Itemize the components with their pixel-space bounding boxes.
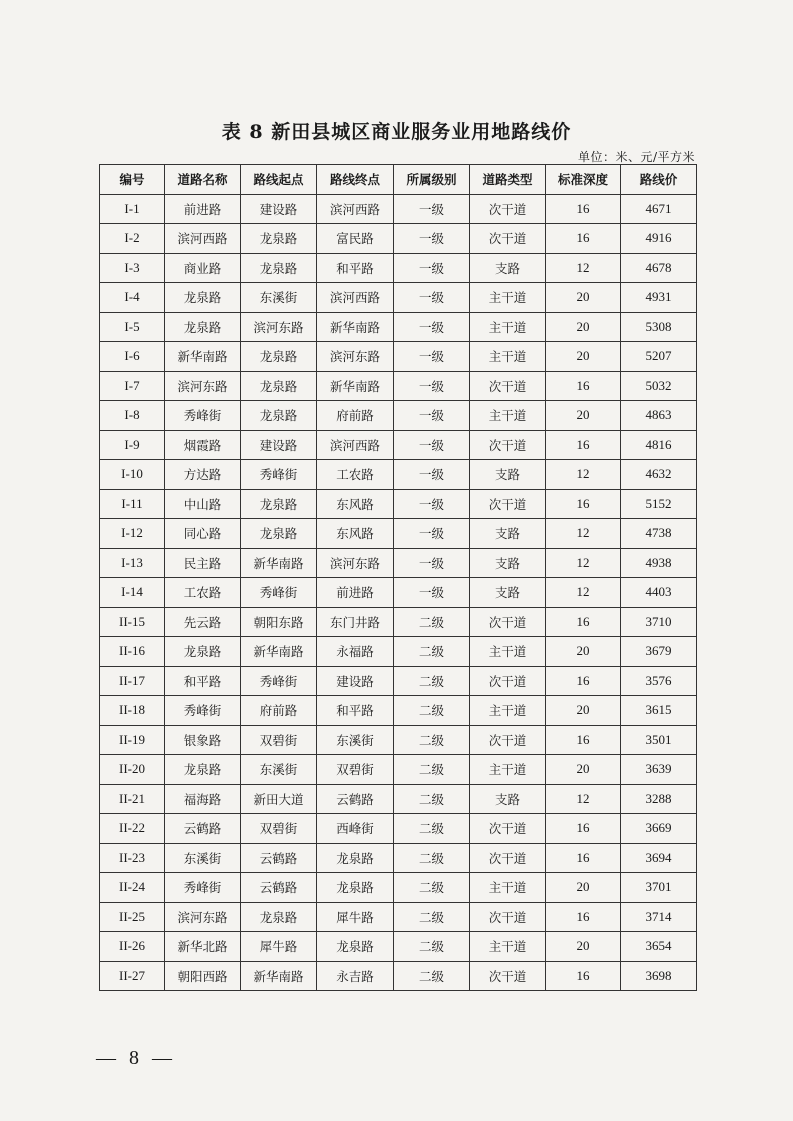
cell-id: II-21 [100,784,165,814]
cell-end: 滨河西路 [317,194,394,224]
cell-road-type: 主干道 [470,696,546,726]
cell-level: 一级 [394,489,470,519]
col-header-price: 路线价 [621,165,697,195]
cell-road-type: 次干道 [470,814,546,844]
cell-depth: 16 [546,224,621,254]
cell-level: 二级 [394,666,470,696]
cell-start: 新华南路 [241,961,317,991]
table-row [100,755,697,785]
cell-end: 滨河东路 [317,342,394,372]
cell-id: I-7 [100,371,165,401]
table-body [100,194,697,991]
cell-id: II-19 [100,725,165,755]
cell-start: 龙泉路 [241,224,317,254]
cell-road-type: 主干道 [470,637,546,667]
cell-price: 4403 [621,578,697,608]
cell-id: II-23 [100,843,165,873]
table-row [100,696,697,726]
cell-road-name: 龙泉路 [165,312,241,342]
cell-start: 秀峰街 [241,578,317,608]
col-header-end: 路线终点 [317,165,394,195]
table-row [100,814,697,844]
cell-end: 永福路 [317,637,394,667]
cell-depth: 20 [546,401,621,431]
table-row [100,873,697,903]
cell-road-name: 烟霞路 [165,430,241,460]
table-row [100,784,697,814]
cell-id: I-4 [100,283,165,313]
table-row [100,637,697,667]
cell-start: 新华南路 [241,548,317,578]
cell-road-type: 次干道 [470,224,546,254]
cell-end: 和平路 [317,253,394,283]
page-number: — 8 — [96,1047,176,1069]
cell-end: 东溪街 [317,725,394,755]
cell-end: 滨河东路 [317,548,394,578]
cell-level: 一级 [394,401,470,431]
cell-price: 3714 [621,902,697,932]
cell-depth: 12 [546,519,621,549]
cell-price: 4863 [621,401,697,431]
cell-depth: 16 [546,666,621,696]
table-row [100,843,697,873]
cell-id: I-3 [100,253,165,283]
cell-road-name: 朝阳西路 [165,961,241,991]
cell-price: 3698 [621,961,697,991]
cell-depth: 16 [546,194,621,224]
cell-road-name: 福海路 [165,784,241,814]
cell-road-name: 银象路 [165,725,241,755]
table-row [100,283,697,313]
cell-road-type: 次干道 [470,902,546,932]
cell-road-type: 次干道 [470,489,546,519]
cell-start: 双碧街 [241,725,317,755]
cell-depth: 16 [546,607,621,637]
col-header-depth: 标准深度 [546,165,621,195]
cell-end: 和平路 [317,696,394,726]
cell-id: II-22 [100,814,165,844]
route-price-table [99,164,697,991]
cell-end: 滨河西路 [317,430,394,460]
cell-road-type: 次干道 [470,371,546,401]
cell-price: 4916 [621,224,697,254]
cell-start: 东溪街 [241,755,317,785]
cell-depth: 16 [546,843,621,873]
table-row [100,489,697,519]
cell-level: 一级 [394,371,470,401]
table-row [100,224,697,254]
cell-road-type: 主干道 [470,312,546,342]
cell-road-name: 方达路 [165,460,241,490]
cell-depth: 12 [546,784,621,814]
col-header-road-type: 道路类型 [470,165,546,195]
cell-start: 双碧街 [241,814,317,844]
cell-level: 二级 [394,843,470,873]
cell-id: I-6 [100,342,165,372]
col-header-road-name: 道路名称 [165,165,241,195]
cell-start: 云鹤路 [241,873,317,903]
cell-level: 一级 [394,578,470,608]
cell-end: 永吉路 [317,961,394,991]
cell-road-type: 次干道 [470,666,546,696]
cell-depth: 20 [546,312,621,342]
cell-start: 建设路 [241,194,317,224]
cell-end: 新华南路 [317,312,394,342]
cell-start: 东溪街 [241,283,317,313]
cell-level: 二级 [394,932,470,962]
cell-price: 3710 [621,607,697,637]
table-row [100,725,697,755]
cell-end: 新华南路 [317,371,394,401]
cell-depth: 16 [546,902,621,932]
cell-road-name: 民主路 [165,548,241,578]
cell-id: II-26 [100,932,165,962]
cell-road-type: 支路 [470,784,546,814]
cell-id: II-25 [100,902,165,932]
cell-road-type: 支路 [470,253,546,283]
cell-level: 一级 [394,430,470,460]
cell-depth: 16 [546,489,621,519]
cell-depth: 12 [546,460,621,490]
cell-start: 云鹤路 [241,843,317,873]
cell-level: 一级 [394,194,470,224]
cell-road-type: 次干道 [470,961,546,991]
cell-level: 二级 [394,814,470,844]
cell-road-name: 商业路 [165,253,241,283]
cell-price: 3639 [621,755,697,785]
table-row [100,578,697,608]
cell-end: 富民路 [317,224,394,254]
cell-depth: 20 [546,932,621,962]
cell-road-name: 前进路 [165,194,241,224]
cell-end: 东风路 [317,519,394,549]
cell-road-type: 支路 [470,548,546,578]
cell-level: 一级 [394,224,470,254]
cell-road-type: 次干道 [470,843,546,873]
cell-road-type: 主干道 [470,755,546,785]
cell-road-type: 主干道 [470,932,546,962]
cell-price: 3694 [621,843,697,873]
cell-depth: 20 [546,637,621,667]
cell-start: 新田大道 [241,784,317,814]
cell-price: 3501 [621,725,697,755]
cell-price: 3288 [621,784,697,814]
cell-depth: 16 [546,430,621,460]
cell-level: 二级 [394,637,470,667]
cell-id: I-5 [100,312,165,342]
cell-end: 前进路 [317,578,394,608]
cell-level: 一级 [394,342,470,372]
unit-note: 单位：米、元/平方米 [577,150,695,164]
cell-road-name: 龙泉路 [165,283,241,313]
cell-end: 双碧街 [317,755,394,785]
cell-start: 龙泉路 [241,253,317,283]
cell-price: 4678 [621,253,697,283]
table-header-row [100,165,697,195]
cell-price: 4931 [621,283,697,313]
table-row [100,460,697,490]
cell-id: I-9 [100,430,165,460]
cell-road-name: 和平路 [165,666,241,696]
cell-road-type: 次干道 [470,725,546,755]
cell-id: II-17 [100,666,165,696]
cell-road-name: 滨河东路 [165,902,241,932]
cell-road-name: 龙泉路 [165,637,241,667]
col-header-id: 编号 [100,165,165,195]
cell-end: 滨河西路 [317,283,394,313]
cell-road-name: 滨河东路 [165,371,241,401]
table-row [100,548,697,578]
table-row [100,342,697,372]
cell-end: 府前路 [317,401,394,431]
cell-start: 朝阳东路 [241,607,317,637]
cell-road-type: 主干道 [470,283,546,313]
cell-price: 4938 [621,548,697,578]
cell-level: 二级 [394,725,470,755]
cell-road-name: 中山路 [165,489,241,519]
cell-id: II-27 [100,961,165,991]
cell-road-name: 云鹤路 [165,814,241,844]
cell-road-name: 工农路 [165,578,241,608]
cell-id: I-8 [100,401,165,431]
cell-road-name: 秀峰街 [165,401,241,431]
cell-id: I-13 [100,548,165,578]
cell-level: 二级 [394,696,470,726]
cell-price: 3679 [621,637,697,667]
table-row [100,932,697,962]
cell-price: 4738 [621,519,697,549]
table-row [100,519,697,549]
cell-road-name: 秀峰街 [165,696,241,726]
cell-start: 龙泉路 [241,519,317,549]
cell-id: I-1 [100,194,165,224]
cell-price: 4632 [621,460,697,490]
cell-level: 一级 [394,283,470,313]
cell-start: 龙泉路 [241,371,317,401]
cell-road-type: 支路 [470,519,546,549]
cell-id: I-10 [100,460,165,490]
cell-depth: 12 [546,578,621,608]
cell-level: 二级 [394,873,470,903]
table-row [100,253,697,283]
cell-level: 二级 [394,961,470,991]
cell-road-type: 支路 [470,460,546,490]
cell-road-type: 主干道 [470,342,546,372]
cell-end: 龙泉路 [317,873,394,903]
cell-price: 3615 [621,696,697,726]
cell-id: II-24 [100,873,165,903]
cell-price: 3701 [621,873,697,903]
cell-end: 云鹤路 [317,784,394,814]
cell-end: 西峰街 [317,814,394,844]
cell-start: 龙泉路 [241,902,317,932]
cell-level: 一级 [394,312,470,342]
cell-end: 工农路 [317,460,394,490]
cell-depth: 20 [546,283,621,313]
cell-id: I-11 [100,489,165,519]
table-row [100,401,697,431]
cell-price: 5152 [621,489,697,519]
cell-road-name: 新华南路 [165,342,241,372]
cell-road-name: 秀峰街 [165,873,241,903]
cell-level: 二级 [394,902,470,932]
cell-start: 秀峰街 [241,666,317,696]
cell-road-type: 主干道 [470,401,546,431]
cell-price: 5032 [621,371,697,401]
cell-depth: 20 [546,755,621,785]
cell-road-type: 主干道 [470,873,546,903]
cell-end: 东门井路 [317,607,394,637]
table-row [100,666,697,696]
cell-depth: 16 [546,961,621,991]
cell-price: 5207 [621,342,697,372]
cell-road-type: 次干道 [470,430,546,460]
cell-end: 犀牛路 [317,902,394,932]
cell-level: 一级 [394,548,470,578]
cell-end: 东风路 [317,489,394,519]
cell-end: 建设路 [317,666,394,696]
cell-price: 5308 [621,312,697,342]
cell-depth: 16 [546,725,621,755]
cell-id: II-15 [100,607,165,637]
cell-level: 一级 [394,460,470,490]
cell-id: II-18 [100,696,165,726]
cell-road-type: 次干道 [470,607,546,637]
cell-depth: 16 [546,814,621,844]
cell-road-name: 同心路 [165,519,241,549]
cell-price: 4671 [621,194,697,224]
cell-road-name: 滨河西路 [165,224,241,254]
cell-depth: 12 [546,548,621,578]
cell-depth: 20 [546,342,621,372]
cell-depth: 16 [546,371,621,401]
cell-start: 犀牛路 [241,932,317,962]
cell-start: 府前路 [241,696,317,726]
cell-id: II-20 [100,755,165,785]
cell-road-name: 新华北路 [165,932,241,962]
cell-id: I-2 [100,224,165,254]
table-row [100,607,697,637]
cell-level: 二级 [394,607,470,637]
cell-road-name: 龙泉路 [165,755,241,785]
cell-price: 3669 [621,814,697,844]
table-row [100,312,697,342]
cell-level: 一级 [394,519,470,549]
col-header-level: 所属级别 [394,165,470,195]
cell-start: 滨河东路 [241,312,317,342]
col-header-start: 路线起点 [241,165,317,195]
cell-id: I-14 [100,578,165,608]
cell-price: 3576 [621,666,697,696]
cell-level: 二级 [394,784,470,814]
table-row [100,371,697,401]
cell-depth: 12 [546,253,621,283]
page-title: 表 8 新田县城区商业服务业用地路线价 [221,121,572,143]
cell-price: 4816 [621,430,697,460]
cell-road-type: 次干道 [470,194,546,224]
cell-start: 龙泉路 [241,342,317,372]
cell-id: I-12 [100,519,165,549]
cell-depth: 20 [546,696,621,726]
table-row [100,902,697,932]
cell-price: 3654 [621,932,697,962]
cell-road-name: 先云路 [165,607,241,637]
cell-start: 建设路 [241,430,317,460]
table-row [100,430,697,460]
cell-start: 秀峰街 [241,460,317,490]
table-row [100,194,697,224]
cell-start: 龙泉路 [241,401,317,431]
cell-end: 龙泉路 [317,843,394,873]
cell-level: 二级 [394,755,470,785]
table-row [100,961,697,991]
cell-road-type: 支路 [470,578,546,608]
cell-start: 龙泉路 [241,489,317,519]
cell-depth: 20 [546,873,621,903]
cell-level: 一级 [394,253,470,283]
cell-road-name: 东溪街 [165,843,241,873]
cell-id: II-16 [100,637,165,667]
cell-end: 龙泉路 [317,932,394,962]
cell-start: 新华南路 [241,637,317,667]
